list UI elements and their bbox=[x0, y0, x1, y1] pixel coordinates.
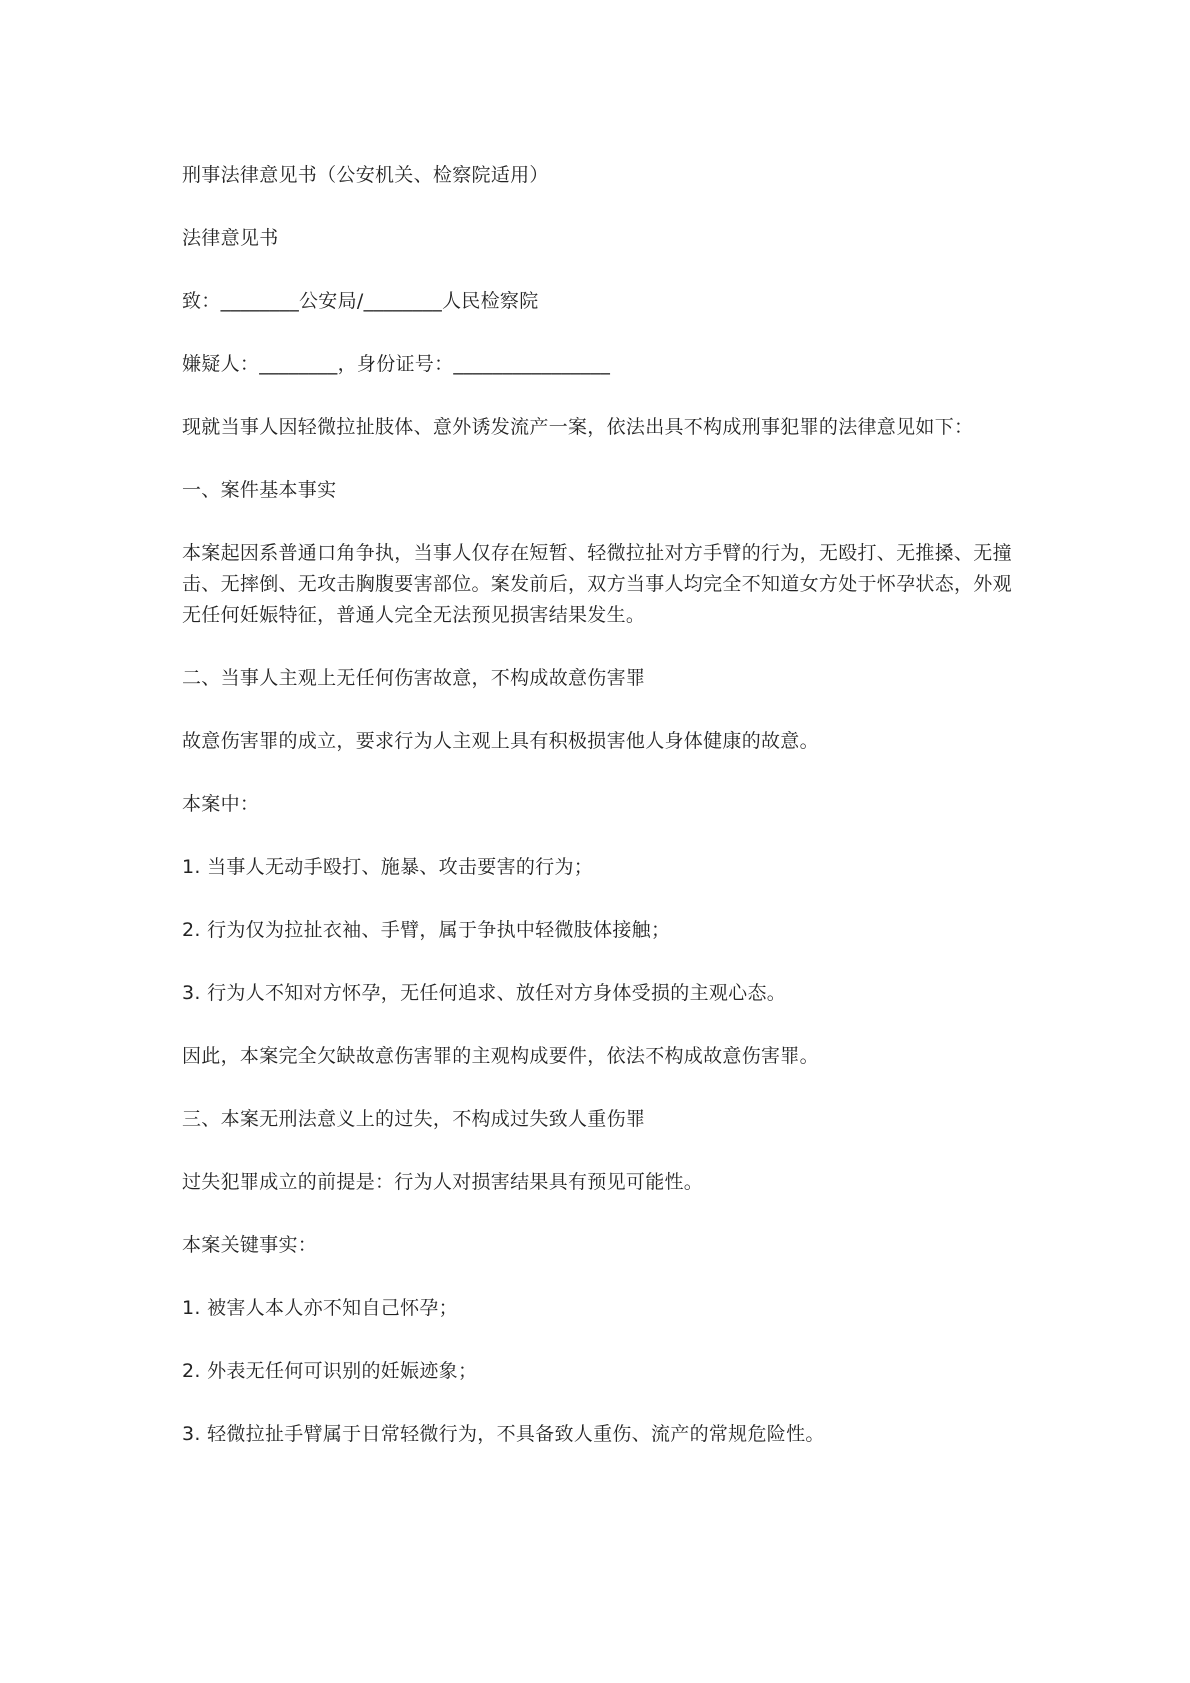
section-3-subheading: 本案关键事实： bbox=[182, 1234, 318, 1256]
section-2-subheading: 本案中： bbox=[182, 793, 260, 815]
section-3-body: 过失犯罪成立的前提是：行为人对损害结果具有预见可能性。 bbox=[182, 1171, 704, 1193]
section-heading-3: 三、本案无刑法意义上的过失，不构成过失致人重伤罪 bbox=[182, 1108, 646, 1130]
suspect-info-line: 嫌疑人：________，身份证号：________________ bbox=[182, 353, 611, 375]
section-1-body: 本案起因系普通口角争执，当事人仅存在短暂、轻微拉扯对方手臂的行为，无殴打、无推搡、无撞击、无摔倒、无攻击胸腹要害部位。案发前后，双方当事人均完全不知道女方处于怀孕状态，外观无任何妊娠特征，普通人完全无法预见损害结果发生。 bbox=[182, 542, 1012, 626]
section-heading-1: 一、案件基本事实 bbox=[182, 479, 337, 501]
section-2-conclusion: 因此，本案完全欠缺故意伤害罪的主观构成要件，依法不构成故意伤害罪。 bbox=[182, 1045, 819, 1067]
document-body bbox=[182, 160, 1022, 1482]
list-item: 1. 当事人无动手殴打、施暴、攻击要害的行为； bbox=[182, 856, 594, 878]
list-item: 3. 行为人不知对方怀孕，无任何追求、放任对方身体受损的主观心态。 bbox=[182, 982, 787, 1004]
list-item: 2. 行为仅为拉扯衣袖、手臂，属于争执中轻微肢体接触； bbox=[182, 919, 671, 941]
document-title: 刑事法律意见书（公安机关、检察院适用） bbox=[182, 164, 549, 186]
list-item: 3. 轻微拉扯手臂属于日常轻微行为，不具备致人重伤、流产的常规危险性。 bbox=[182, 1423, 825, 1445]
intro-paragraph: 现就当事人因轻微拉扯肢体、意外诱发流产一案，依法出具不构成刑事犯罪的法律意见如下： bbox=[182, 416, 974, 438]
section-heading-2: 二、当事人主观上无任何伤害故意，不构成故意伤害罪 bbox=[182, 667, 646, 689]
section-2-body: 故意伤害罪的成立，要求行为人主观上具有积极损害他人身体健康的故意。 bbox=[182, 730, 819, 752]
list-item: 1. 被害人本人亦不知自己怀孕； bbox=[182, 1297, 458, 1319]
list-item: 2. 外表无任何可识别的妊娠迹象； bbox=[182, 1360, 478, 1382]
addressee-line: 致：________公安局/________人民检察院 bbox=[182, 290, 539, 312]
document-subtitle: 法律意见书 bbox=[182, 227, 279, 249]
